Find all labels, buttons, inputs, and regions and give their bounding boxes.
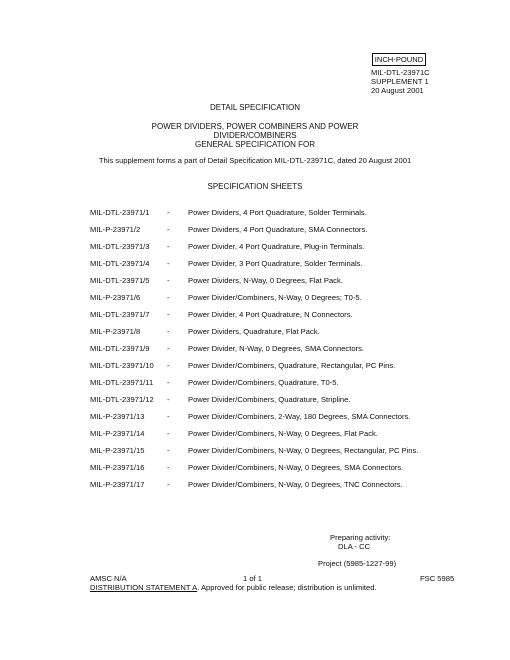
- title-line-4: GENERAL SPECIFICATION FOR: [194, 140, 315, 149]
- sheet-dash: -: [167, 293, 170, 302]
- sheet-description: Power Divider, 3 Port Quadrature, Solder Terminals.: [188, 259, 363, 268]
- sheet-number: MIL-P-23971/17: [90, 480, 145, 489]
- sheet-description: Power Divider, N-Way, 0 Degrees, SMA Connectors.: [188, 344, 364, 353]
- fsc-label: FSC 5985: [420, 574, 455, 583]
- doc-date: 20 August 2001: [371, 86, 424, 95]
- sheet-description: Power Dividers, 4 Port Quadrature, SMA Connectors.: [188, 225, 368, 234]
- sheet-number: MIL-P-23971/15: [90, 446, 145, 455]
- list-item: [0, 395, 510, 407]
- sheet-number: MIL-DTL-23971/3: [90, 242, 150, 251]
- inch-pound-box: INCH-POUND: [372, 53, 426, 66]
- sheet-number: MIL-DTL-23971/1: [90, 208, 150, 217]
- sheets-heading: SPECIFICATION SHEETS: [207, 182, 303, 191]
- sheet-number: MIL-DTL-23971/11: [90, 378, 154, 387]
- sheet-description: Power Divider/Combiners, Quadrature, Stripline.: [188, 395, 351, 404]
- sheet-dash: -: [167, 412, 170, 421]
- distribution-statement-text: . Approved for public release; distribution is unlimited.: [197, 583, 377, 592]
- sheet-number: MIL-DTL-23971/7: [90, 310, 150, 319]
- sheet-dash: -: [167, 361, 170, 370]
- sheet-description: Power Divider/Combiners, N-Way, 0 Degrees, Flat Pack.: [188, 429, 378, 438]
- sheet-description: Power Divider, 4 Port Quadrature, N Connectors.: [188, 310, 353, 319]
- sheet-description: Power Divider, 4 Port Quadrature, Plug-in Terminals.: [188, 242, 365, 251]
- sheet-description: Power Dividers, Quadrature, Flat Pack.: [188, 327, 320, 336]
- list-item: [0, 276, 510, 288]
- sheet-number: MIL-P-23971/6: [90, 293, 141, 302]
- sheet-dash: -: [167, 395, 170, 404]
- list-item: [0, 361, 510, 373]
- preparing-activity-name: DLA - CC: [338, 542, 371, 551]
- sheet-number: MIL-DTL-23971/4: [90, 259, 150, 268]
- sheet-dash: -: [167, 429, 170, 438]
- list-item: [0, 463, 510, 475]
- sheet-number: MIL-DTL-23971/9: [90, 344, 150, 353]
- title-line-3: DIVIDER/COMBINERS: [213, 131, 297, 140]
- sheet-number: MIL-P-23971/8: [90, 327, 141, 336]
- list-item: [0, 242, 510, 254]
- list-item: [0, 293, 510, 305]
- sheet-dash: -: [167, 276, 170, 285]
- sheet-dash: -: [167, 327, 170, 336]
- distribution-statement-label: DISTRIBUTION STATEMENT A: [90, 583, 198, 592]
- intro-text: This supplement forms a part of Detail Specification MIL-DTL-23971C, dated 20 August 2001: [98, 156, 412, 165]
- sheet-description: Power Dividers, N-Way, 0 Degrees, Flat Pack.: [188, 276, 343, 285]
- sheet-dash: -: [167, 378, 170, 387]
- sheet-description: Power Divider/Combiners, N-Way, 0 Degrees, Rectangular, PC Pins.: [188, 446, 419, 455]
- list-item: [0, 378, 510, 390]
- list-item: [0, 429, 510, 441]
- project-number: Project (5985-1227-99): [318, 559, 397, 568]
- distribution-statement: [90, 583, 377, 592]
- sheet-description: Power Divider/Combiners, Quadrature, Rectangular, PC Pins.: [188, 361, 396, 370]
- list-item: [0, 412, 510, 424]
- sheet-number: MIL-P-23971/13: [90, 412, 145, 421]
- list-item: [0, 310, 510, 322]
- list-item: [0, 225, 510, 237]
- sheet-number: MIL-P-23971/14: [90, 429, 145, 438]
- sheet-number: MIL-DTL-23971/5: [90, 276, 150, 285]
- preparing-activity-label: Preparing activity:: [330, 533, 391, 542]
- sheet-description: Power Divider/Combiners, N-Way, 0 Degrees, SMA Connectors.: [188, 463, 404, 472]
- list-item: [0, 259, 510, 271]
- sheet-number: MIL-DTL-23971/10: [90, 361, 154, 370]
- sheet-description: Power Divider/Combiners, 2-Way, 180 Degrees, SMA Connectors.: [188, 412, 411, 421]
- sheet-number: MIL-DTL-23971/12: [90, 395, 154, 404]
- amsc-label: AMSC N/A: [90, 574, 127, 583]
- sheet-dash: -: [167, 208, 170, 217]
- list-item: [0, 344, 510, 356]
- sheet-description: Power Divider/Combiners, N-Way, 0 Degrees; T0-5.: [188, 293, 362, 302]
- sheet-dash: -: [167, 446, 170, 455]
- sheet-description: Power Divider/Combiners, N-Way, 0 Degrees, TNC Connectors.: [188, 480, 403, 489]
- page-number: 1 of 1: [243, 574, 262, 583]
- document-id-block: [371, 68, 430, 95]
- title-line-2: POWER DIVIDERS, POWER COMBINERS AND POWER: [151, 122, 359, 131]
- sheet-dash: -: [167, 225, 170, 234]
- title-line-1: DETAIL SPECIFICATION: [209, 103, 301, 112]
- list-item: [0, 480, 510, 492]
- sheet-dash: -: [167, 242, 170, 251]
- doc-number: MIL-DTL-23971C: [371, 68, 430, 77]
- list-item: [0, 327, 510, 339]
- sheet-dash: -: [167, 463, 170, 472]
- sheet-number: MIL-P-23971/16: [90, 463, 145, 472]
- sheet-dash: -: [167, 310, 170, 319]
- supplement-label: SUPPLEMENT 1: [371, 77, 429, 86]
- sheet-description: Power Dividers, 4 Port Quadrature, Solder Terminals.: [188, 208, 367, 217]
- list-item: [0, 446, 510, 458]
- list-item: [0, 208, 510, 220]
- sheet-dash: -: [167, 259, 170, 268]
- sheet-number: MIL-P-23971/2: [90, 225, 141, 234]
- sheet-description: Power Divider/Combiners, Quadrature, T0-5.: [188, 378, 339, 387]
- sheet-dash: -: [167, 480, 170, 489]
- sheet-dash: -: [167, 344, 170, 353]
